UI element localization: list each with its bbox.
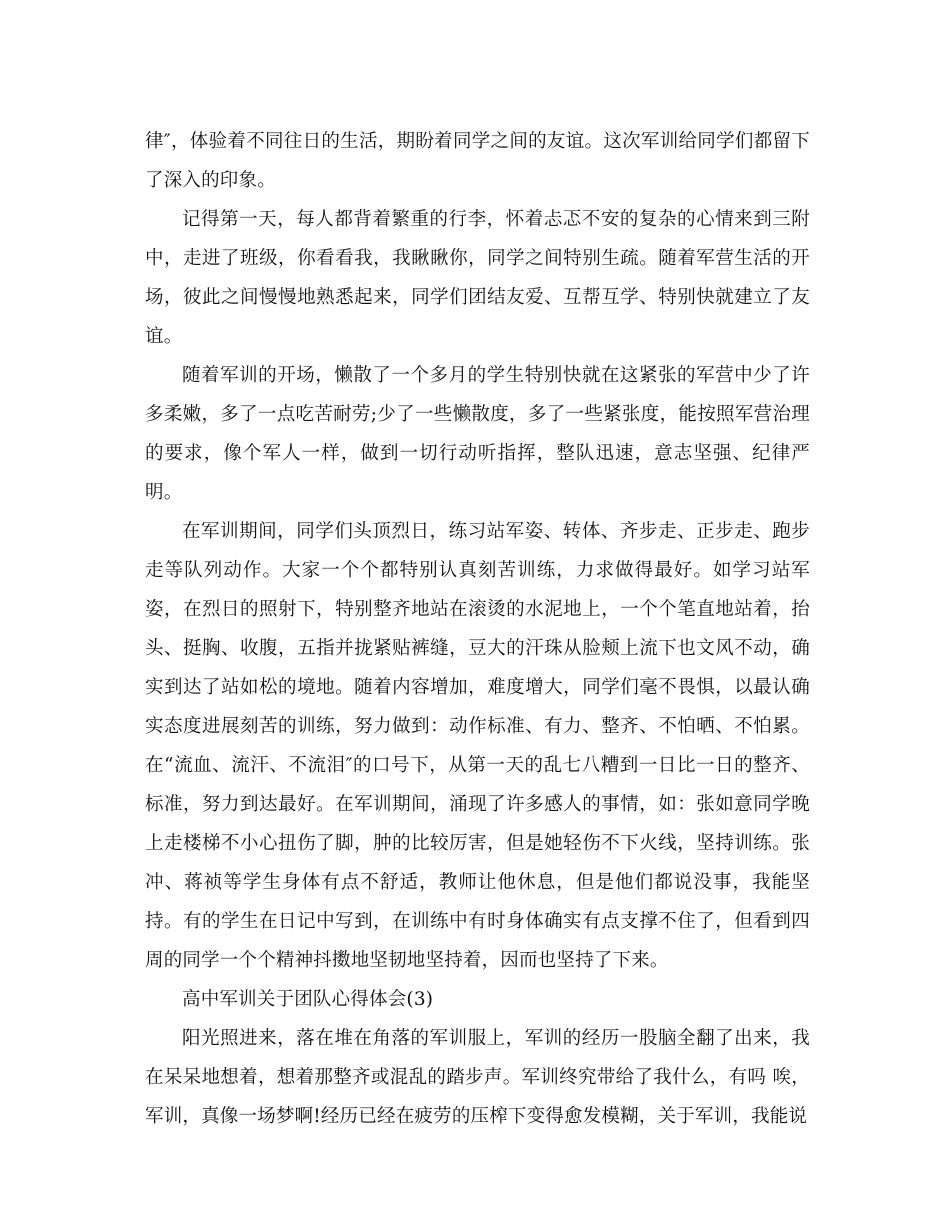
paragraph-3: 随着军训的开场，懒散了一个多月的学生特别快就在这紧张的军营中少了许多柔嫩，多了一点吃苦耐劳;少了一些懒散度，多了一些紧张度，能按照军营治理的要求，像个军人一样，做到一切行动听指挥，整队迅速，意志坚强、纪律严明。 bbox=[145, 365, 810, 503]
paragraph-4: 在军训期间，同学们头顶烈日，练习站军姿、转体、齐步走、正步走、跑步走等队列动作。大家一个个都特别认真刻苦训练，力求做得最好。如学习站军姿，在烈日的照射下，特别整齐地站在滚烫的水泥地上，一个个笔直地站着，抬头、挺胸、收腹，五指并拢紧贴裤缝，豆大的汗珠从脸颊上流下也文风不动，确实到达了站如松的境地。随着内容增加，难度增大，同学们毫不畏惧，以最认确实态度进展刻苦的训练，努力做到：动作标准、有力、整齐、不怕晒、不怕累。在“流血、流汗、不流泪″的口号下，从第一天的乱七八糟到一日比一日的整齐、标准，努力到达最好。在军训期间，涌现了许多感人的事情，如：张如意同学晚上走楼梯不小心扭伤了脚，肿的比较厉害，但是她轻伤不下火线，坚持训练。张冲、蒋祯等学生身体有点不舒适，教师让他休息，但是他们都说没事，我能坚持。有的学生在日记中写到，在训练中有时身体确实有点支撑不住了，但看到四周的同学一个个精神抖擞地坚韧地坚持着，因而也坚持了下来。 bbox=[145, 521, 810, 971]
section-heading: 高中军训关于团队心得体会(3) bbox=[182, 989, 434, 1010]
paragraph-1: 律″，体验着不同往日的生活，期盼着同学之间的友谊。这次军训给同学们都留下了深入的印象。 bbox=[145, 131, 810, 191]
paragraph-2: 记得第一天，每人都背着繁重的行李，怀着忐忑不安的复杂的心情来到三附中，走进了班级，你看看我，我瞅瞅你，同学之间特别生疏。随着军营生活的开场，彼此之间慢慢地熟悉起来，同学们团结友爱、互帮互学、特别快就建立了友谊。 bbox=[145, 209, 810, 347]
document-body bbox=[145, 122, 810, 1136]
paragraph-5: 阳光照进来，落在堆在角落的军训服上，军训的经历一股脑全翻了出来，我在呆呆地想着，想着那整齐或混乱的踏步声。军训终究带给了我什么，有吗 唉，军训，真像一场梦啊!经历已经在疲劳的压榨下变得愈发模糊，关于军训，我能说 bbox=[145, 1028, 810, 1127]
